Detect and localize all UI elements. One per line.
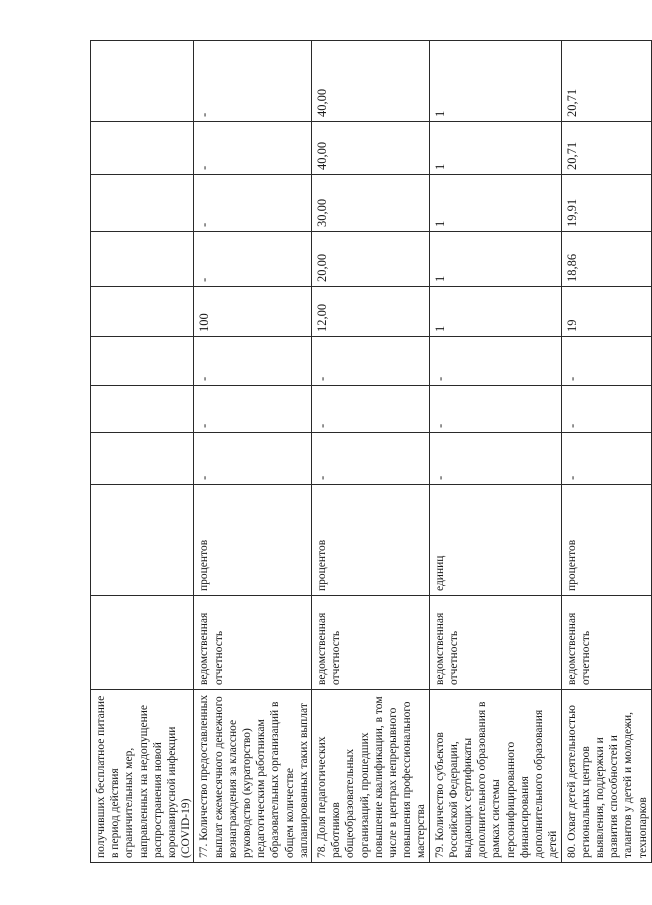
value-cell: 20,71 [561, 122, 651, 175]
unit-cell: процентов [561, 485, 651, 596]
table-row [194, 41, 312, 863]
value-cell: 1 [429, 122, 561, 175]
indicator-name-cell: 77. Количество предоставленных выплат ежемесячного денежного вознаграждения за классное руководство (кураторство) педагогическим работникам образовательных организаций в общем количестве запланированных таких выплат [194, 690, 312, 863]
value-cell [91, 287, 194, 337]
source-cell: ведомственная отчетность [561, 596, 651, 690]
value-cell: - [194, 41, 312, 122]
value-cell [91, 232, 194, 287]
value-cell: - [312, 386, 430, 433]
table-row [91, 41, 194, 863]
value-cell: - [194, 337, 312, 386]
value-cell: 20,00 [312, 232, 430, 287]
unit-cell: единиц [429, 485, 561, 596]
indicator-name-cell: 79. Количество субъектов Российской Федерации, выдающих сертификаты дополнительного образования в рамках системы персонифицированного финансирования дополнительного образования детей [429, 690, 561, 863]
unit-cell: процентов [312, 485, 430, 596]
value-cell: 1 [429, 232, 561, 287]
indicators-table [90, 40, 652, 863]
value-cell [91, 386, 194, 433]
table-body [91, 41, 652, 863]
source-cell: ведомственная отчетность [312, 596, 430, 690]
indicator-name-cell: получивших бесплатное питание в период действия ограничительных мер, направленных на недопущение распространения новой коронавирусной инфекции (COVID-19) [91, 690, 194, 863]
source-cell [91, 596, 194, 690]
value-cell: - [194, 386, 312, 433]
unit-cell: процентов [194, 485, 312, 596]
value-cell: 1 [429, 287, 561, 337]
value-cell [91, 41, 194, 122]
value-cell: - [429, 433, 561, 485]
value-cell: 100 [194, 287, 312, 337]
value-cell: 40,00 [312, 122, 430, 175]
value-cell: 20,71 [561, 41, 651, 122]
table-row [429, 41, 561, 863]
value-cell: 1 [429, 41, 561, 122]
value-cell: 1 [429, 175, 561, 232]
rotated-table-container [90, 41, 649, 863]
unit-cell [91, 485, 194, 596]
value-cell: - [561, 337, 651, 386]
value-cell [91, 122, 194, 175]
table-row [312, 41, 430, 863]
value-cell: - [561, 386, 651, 433]
value-cell: - [194, 122, 312, 175]
value-cell: 18,86 [561, 232, 651, 287]
value-cell: - [429, 386, 561, 433]
value-cell: 30,00 [312, 175, 430, 232]
value-cell: - [429, 337, 561, 386]
value-cell: 19 [561, 287, 651, 337]
table-row [561, 41, 651, 863]
source-cell: ведомственная отчетность [429, 596, 561, 690]
value-cell [91, 433, 194, 485]
value-cell: 19,91 [561, 175, 651, 232]
value-cell: - [312, 433, 430, 485]
source-cell: ведомственная отчетность [194, 596, 312, 690]
value-cell: - [312, 337, 430, 386]
value-cell: - [194, 433, 312, 485]
value-cell: - [561, 433, 651, 485]
indicator-name-cell: 80. Охват детей деятельностью региональных центров выявления, поддержки и развития способностей и талантов у детей и молодежи, технопарков [561, 690, 651, 863]
value-cell: 12,00 [312, 287, 430, 337]
value-cell [91, 175, 194, 232]
value-cell: - [194, 175, 312, 232]
value-cell [91, 337, 194, 386]
value-cell: - [194, 232, 312, 287]
indicator-name-cell: 78. Доля педагогических работников общеобразовательных организаций, прошедших повышение квалификации, в том числе в центрах непрерывного повышения профессионального мастерства [312, 690, 430, 863]
value-cell: 40,00 [312, 41, 430, 122]
